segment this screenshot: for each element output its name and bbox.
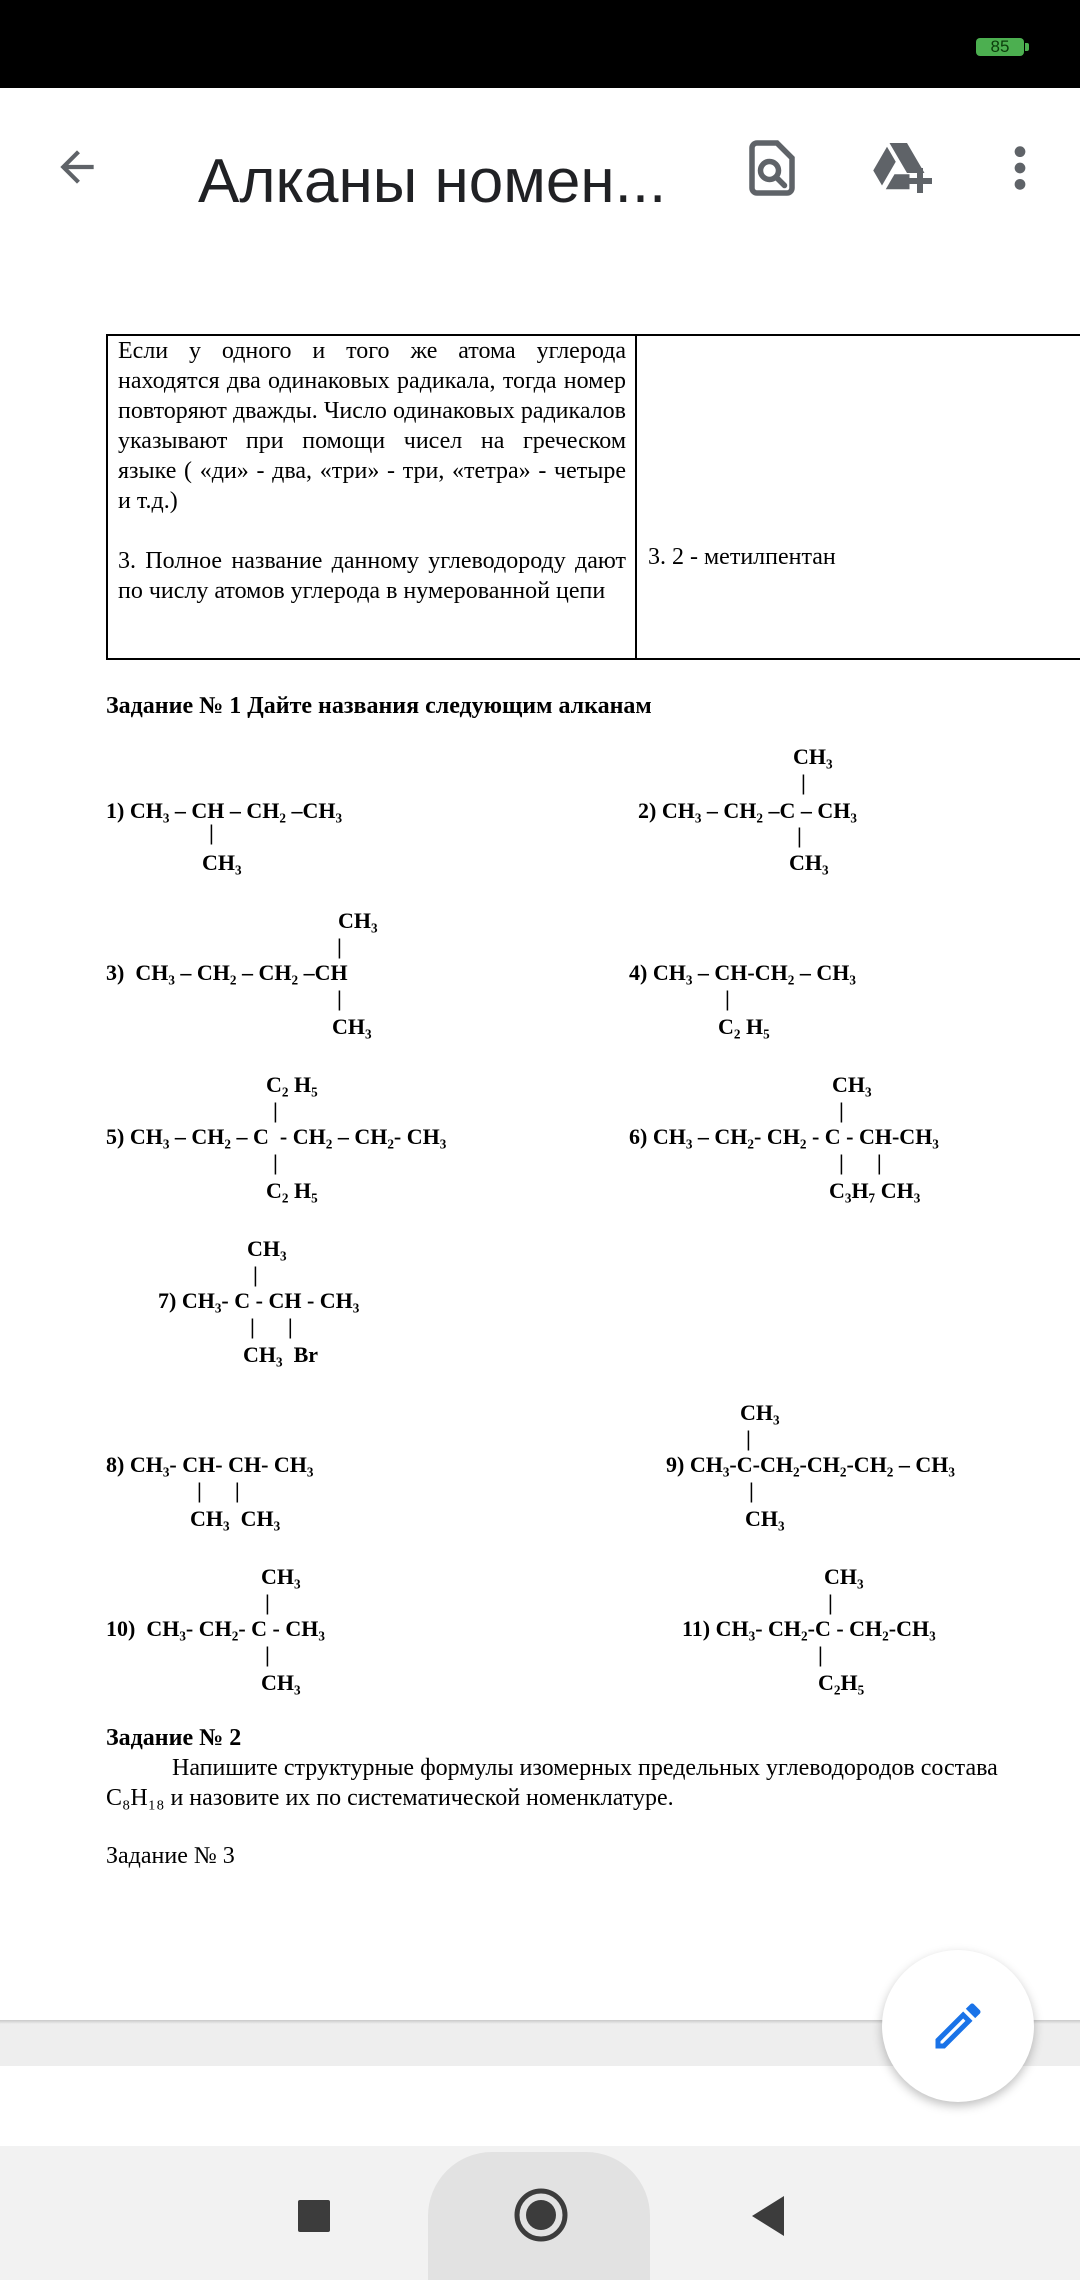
formula-6-top: CH₃ xyxy=(832,1072,872,1097)
more-options-button[interactable] xyxy=(984,132,1056,204)
find-in-page-button[interactable] xyxy=(736,132,808,204)
formula-9-bond-bottom: | xyxy=(749,1478,754,1503)
formula-10-bond-bottom: | xyxy=(265,1642,270,1667)
formula-7-main: 7) CH₃- C - CH - CH₃ xyxy=(158,1288,360,1313)
add-to-drive-button[interactable] xyxy=(866,132,938,204)
formula-2-top: CH₃ xyxy=(793,744,833,769)
formula-9-bottom: CH₃ xyxy=(745,1506,785,1531)
formula-7-top: CH₃ xyxy=(247,1236,287,1261)
formula-2-bottom: CH₃ xyxy=(789,850,829,875)
formula-1-bond-bottom: | xyxy=(209,820,214,845)
formula-6-bond-bottom: | | xyxy=(839,1150,882,1175)
status-bar xyxy=(0,0,1080,88)
task2-text-line2: C₈H₁₈ и назовите их по систематической номенклатуре. xyxy=(106,1785,674,1811)
square-icon xyxy=(296,2198,332,2234)
formula-11-bond-top: | xyxy=(828,1590,833,1615)
formula-2-bond-top: | xyxy=(801,770,806,795)
home-button[interactable] xyxy=(508,2182,574,2248)
formula-3-top: CH₃ xyxy=(338,908,378,933)
task1-heading: Задание № 1 Дайте названия следующим алканам xyxy=(106,693,652,719)
app-bar xyxy=(0,88,1080,293)
formula-5-top: C₂ H₅ xyxy=(266,1072,318,1097)
task2-heading: Задание № 2 xyxy=(106,1725,242,1751)
formula-9-top: CH₃ xyxy=(740,1400,780,1425)
add-to-drive-icon xyxy=(869,138,935,198)
circle-icon xyxy=(513,2187,569,2243)
formula-3-main: 3) CH₃ – CH₂ – CH₂ –CH xyxy=(106,960,348,985)
page-title: Алканы номен... xyxy=(198,147,667,216)
formula-5-bond-top: | xyxy=(273,1098,278,1123)
formula-3-bond-top: | xyxy=(337,934,342,959)
back-button[interactable] xyxy=(44,134,110,200)
formula-3-bond-bottom: | xyxy=(337,986,342,1011)
edit-fab-button[interactable] xyxy=(882,1950,1034,2102)
formula-10-main: 10) CH₃- CH₂- C - CH₃ xyxy=(106,1616,325,1641)
task2-text-line1: Напишите структурные формулы изомерных предельных углеводородов состава xyxy=(172,1755,998,1781)
formula-9-bond-top: | xyxy=(746,1426,751,1451)
formula-9-main: 9) CH₃-C-CH₂-CH₂-CH₂ – CH₃ xyxy=(666,1452,955,1477)
formula-10-bond-top: | xyxy=(265,1590,270,1615)
arrow-left-icon xyxy=(52,142,102,192)
formula-7-bond-top: | xyxy=(253,1262,258,1287)
formula-8-bottom: CH₃ CH₃ xyxy=(190,1506,281,1531)
formula-11-bottom: C₂H₅ xyxy=(818,1670,865,1695)
formula-6-bottom: C₃H₇ CH₃ xyxy=(829,1178,921,1203)
rules-table xyxy=(106,334,1080,660)
formula-6-bond-top: | xyxy=(839,1098,844,1123)
system-navigation-bar xyxy=(0,2146,1080,2280)
formula-8-bond-bottom: | | xyxy=(197,1478,240,1503)
table-divider xyxy=(635,336,637,658)
document-page[interactable] xyxy=(0,292,1080,2022)
find-in-page-icon xyxy=(742,138,802,198)
formula-4-main: 4) CH₃ – CH-CH₂ – CH₃ xyxy=(629,960,856,985)
formula-5-bottom: C₂ H₅ xyxy=(266,1178,318,1203)
battery-indicator: 85 xyxy=(976,38,1024,56)
formula-4-bottom: C₂ H₅ xyxy=(718,1014,770,1039)
triangle-icon xyxy=(748,2194,788,2238)
formula-7-bottom: CH₃ Br xyxy=(243,1342,319,1367)
formula-11-top: CH₃ xyxy=(824,1564,864,1589)
task3-heading: Задание № 3 xyxy=(106,1843,235,1869)
formula-5-main: 5) CH₃ – CH₂ – C - CH₂ – CH₂- CH₃ xyxy=(106,1124,447,1149)
formula-4-bond-bottom: | xyxy=(725,986,730,1011)
table-left-paragraph-2: 3. Полное название данному углеводороду дают по числу атомов углерода в нумерованной цепи xyxy=(118,548,626,604)
formula-2-main: 2) CH₃ – CH₂ –C – CH₃ xyxy=(638,798,858,823)
formula-1-main: 1) CH₃ – CH – CH₂ –CH₃ xyxy=(106,798,343,823)
formula-11-bond-bottom: | xyxy=(818,1642,823,1667)
nav-back-button[interactable] xyxy=(738,2186,798,2246)
formula-1-bottom: CH₃ xyxy=(202,850,242,875)
formula-7-bond-bottom: | | xyxy=(250,1314,293,1339)
formula-2-bond-bottom: | xyxy=(797,823,802,848)
table-cell-right: 3. 2 - метилпентан xyxy=(648,544,836,570)
formula-6-main: 6) CH₃ – CH₂- CH₂ - C - CH-CH₃ xyxy=(629,1124,939,1149)
table-cell-left xyxy=(118,336,626,606)
table-left-paragraph-1: Если у одного и того же атома углерода находятся два одинаковых радикала, тогда номер повторяют дважды. Число одинаковых радикалов указывают при помощи чисел на греческом языке ( «ди» - два, «три» - три, «тетра» - четыре и т.д.) xyxy=(118,338,626,514)
formula-10-bottom: CH₃ xyxy=(261,1670,301,1695)
more-vert-icon xyxy=(992,140,1048,196)
formula-3-bottom: CH₃ xyxy=(332,1014,372,1039)
pencil-icon xyxy=(928,1996,988,2056)
formula-8-main: 8) CH₃- CH- CH- CH₃ xyxy=(106,1452,314,1477)
recents-button[interactable] xyxy=(286,2188,342,2244)
formula-10-top: CH₃ xyxy=(261,1564,301,1589)
formula-5-bond-bottom: | xyxy=(273,1150,278,1175)
formula-11-main: 11) CH₃- CH₂-C - CH₂-CH₃ xyxy=(682,1616,936,1641)
